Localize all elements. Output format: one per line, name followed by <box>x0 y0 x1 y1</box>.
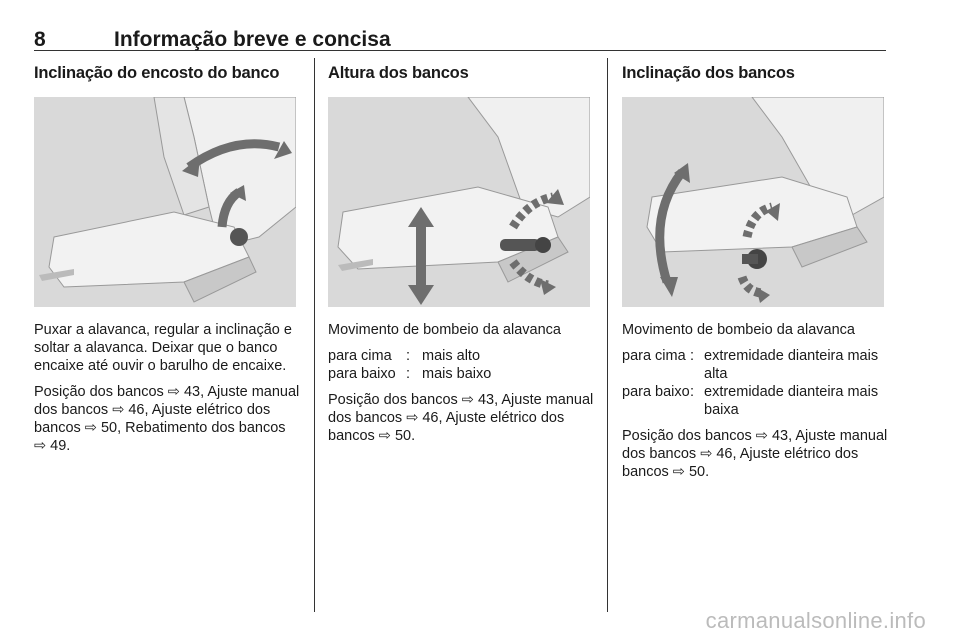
seat-tilt-illustration <box>622 97 884 307</box>
table-row <box>328 347 491 365</box>
reference-paragraph: Posição dos bancos ⇨ 43, Ajuste manual dos bancos ⇨ 46, Ajuste elétrico dos bancos ⇨ 50. <box>622 428 888 480</box>
page-header <box>34 28 886 51</box>
row-value: mais baixo <box>422 366 492 382</box>
instruction-paragraph: Puxar a alavanca, regular a inclinação e soltar a alavanca. Deixar que o banco encaixe até ouvir o barulho de encaixe. <box>34 322 292 374</box>
table-row <box>622 347 888 383</box>
backrest-illustration <box>34 97 296 307</box>
seat-height-illustration <box>328 97 590 307</box>
intro-text: Movimento de bombeio da alavanca <box>328 322 561 338</box>
watermark: carmanualsonline.info <box>705 608 926 633</box>
column-divider <box>314 58 315 612</box>
row-separator: : <box>406 348 411 364</box>
column-seat-tilt <box>622 64 795 89</box>
row-key: para baixo <box>622 384 690 400</box>
row-key: para cima <box>328 348 392 364</box>
backrest-text <box>34 321 300 463</box>
page-title: Informação breve e concisa <box>114 28 391 51</box>
row-value: mais alto <box>422 348 481 364</box>
row-separator: : <box>690 384 695 400</box>
action-table <box>622 347 888 419</box>
row-separator: : <box>690 348 695 364</box>
row-value: extremidade dianteira mais baixa <box>704 384 879 418</box>
action-table <box>328 347 491 383</box>
section-heading: Inclinação dos bancos <box>622 64 795 82</box>
seat-height-text <box>328 321 594 453</box>
column-backrest <box>34 64 279 89</box>
row-key: para baixo <box>328 366 396 382</box>
intro-text: Movimento de bombeio da alavanca <box>622 322 855 338</box>
column-divider <box>607 58 608 612</box>
table-row <box>328 365 491 383</box>
table-row <box>622 383 888 419</box>
row-value: extremidade dianteira mais alta <box>704 348 879 382</box>
reference-paragraph: Posição dos bancos ⇨ 43, Ajuste manual dos bancos ⇨ 46, Ajuste elétrico dos bancos ⇨ 50. <box>328 392 594 444</box>
page-number: 8 <box>34 28 46 51</box>
row-separator: : <box>406 366 411 382</box>
section-heading: Inclinação do encosto do banco <box>34 64 280 82</box>
section-heading: Altura dos bancos <box>328 64 469 82</box>
reference-paragraph: Posição dos bancos ⇨ 43, Ajuste manual dos bancos ⇨ 46, Ajuste elétrico dos bancos ⇨ 50, Rebatimento dos bancos ⇨ 49. <box>34 384 300 454</box>
row-key: para cima <box>622 348 686 364</box>
column-seat-height <box>328 64 469 89</box>
seat-tilt-text <box>622 321 888 489</box>
